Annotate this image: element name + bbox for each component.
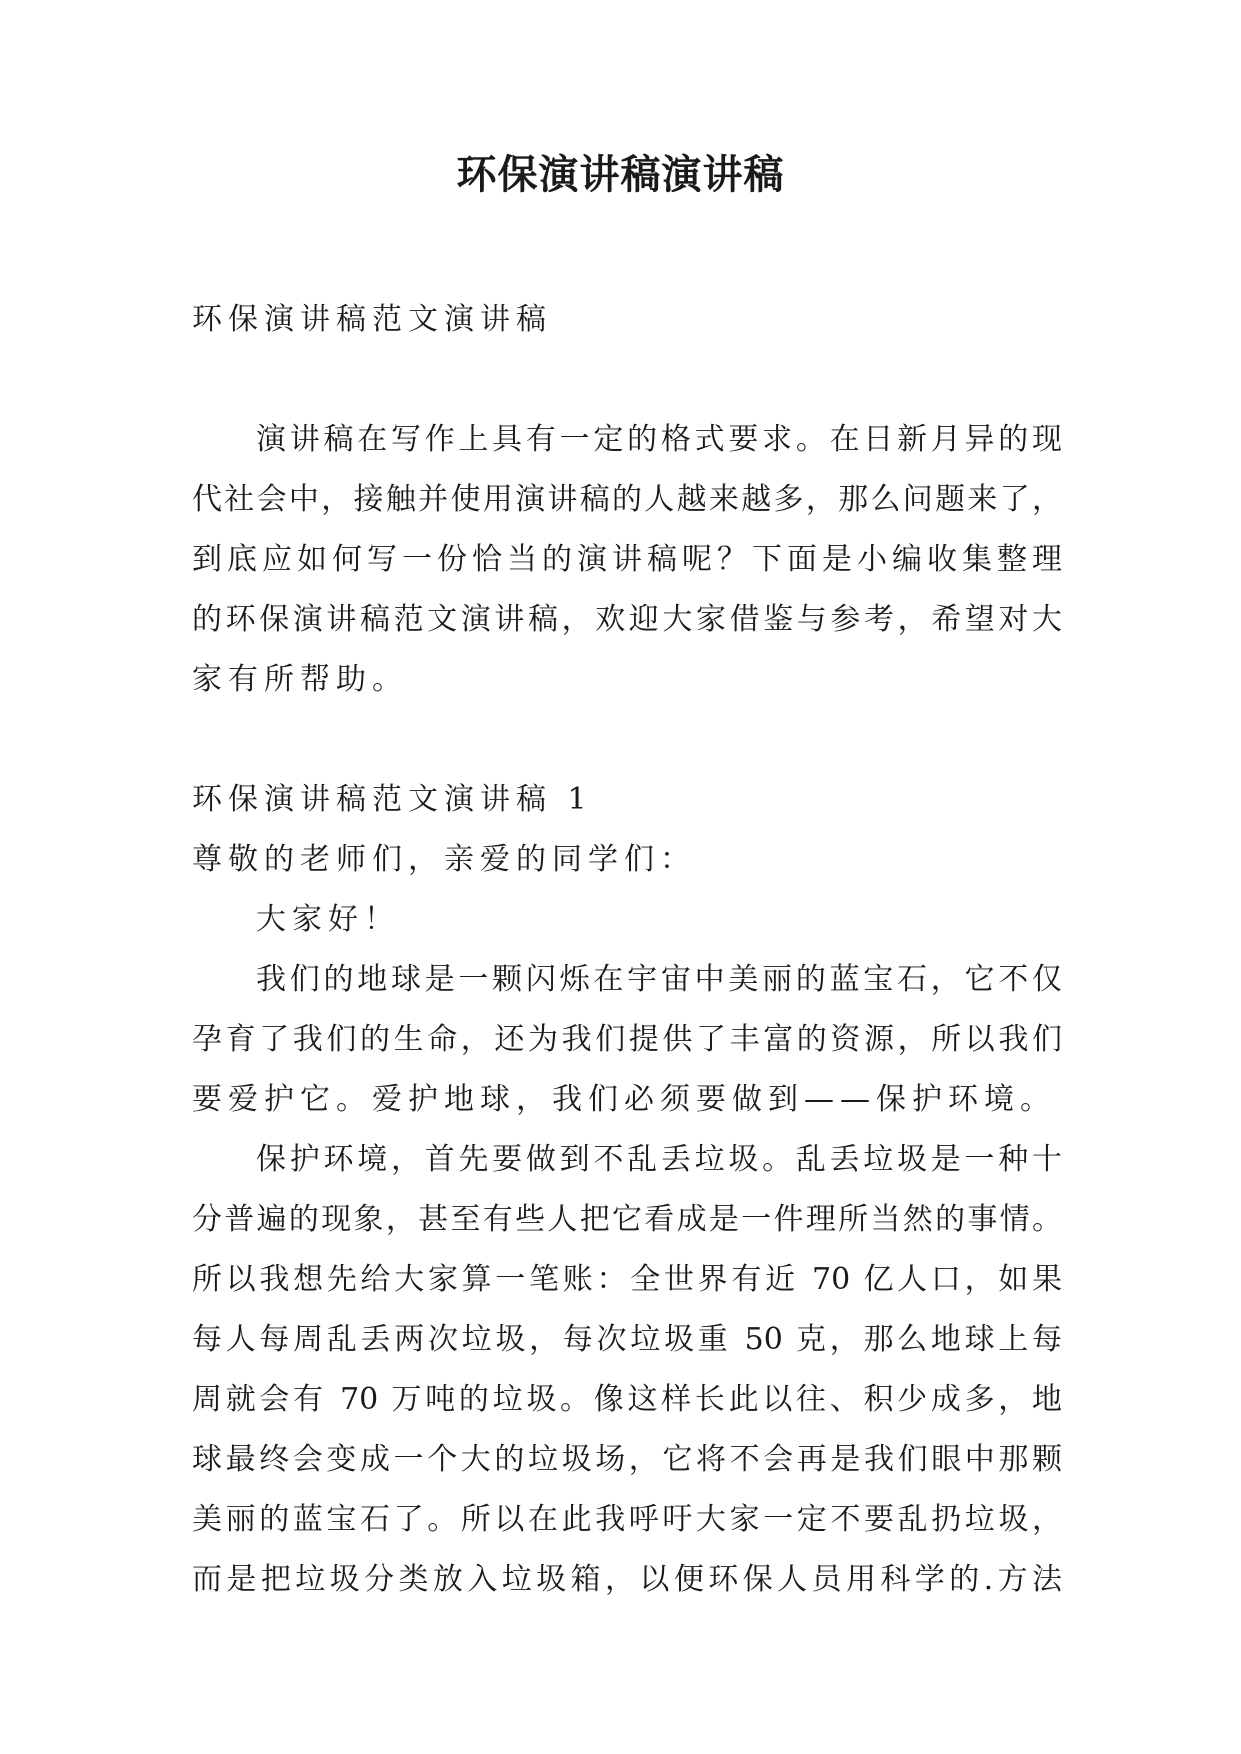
document-body (192, 290, 1062, 1610)
section-heading: 环保演讲稿范文演讲稿 1 (192, 782, 593, 817)
paragraph-line: 而是把垃圾分类放入垃圾箱，以便环保人员用科学的.方法 (192, 1562, 1062, 1597)
paragraph-line: 我们的地球是一颗闪烁在宇宙中美丽的蓝宝石，它不仅 (256, 962, 1062, 997)
document-subtitle: 环保演讲稿范文演讲稿 (192, 302, 552, 337)
document-title: 环保演讲稿演讲稿 (456, 151, 785, 198)
salutation: 尊敬的老师们，亲爱的同学们： (192, 842, 696, 877)
paragraph-line: 保护环境，首先要做到不乱丢垃圾。乱丢垃圾是一种十 (256, 1142, 1062, 1177)
paragraph-line: 分普遍的现象，甚至有些人把它看成是一件理所当然的事情。 (192, 1202, 1062, 1237)
body-paragraph-1 (192, 950, 1062, 1130)
intro-line: 演讲稿在写作上具有一定的格式要求。在日新月异的现 (256, 422, 1062, 457)
blank-line (192, 350, 1062, 410)
paragraph-line: 孕育了我们的生命，还为我们提供了丰富的资源，所以我们 (192, 1022, 1062, 1057)
paragraph-line: 每人每周乱丢两次垃圾，每次垃圾重 50 克，那么地球上每 (192, 1322, 1062, 1357)
blank-line (192, 710, 1062, 770)
greeting: 大家好！ (256, 902, 400, 937)
body-paragraph-2 (192, 1130, 1062, 1610)
intro-line: 的环保演讲稿范文演讲稿，欢迎大家借鉴与参考，希望对大 (192, 602, 1062, 637)
paragraph-line: 美丽的蓝宝石了。所以在此我呼吁大家一定不要乱扔垃圾， (192, 1502, 1062, 1537)
paragraph-line: 所以我想先给大家算一笔账：全世界有近 70 亿人口，如果 (192, 1262, 1062, 1297)
intro-line: 家有所帮助。 (192, 662, 408, 697)
intro-paragraph (192, 410, 1062, 710)
paragraph-line: 周就会有 70 万吨的垃圾。像这样长此以往、积少成多，地 (192, 1382, 1062, 1417)
intro-line: 到底应如何写一份恰当的演讲稿呢？下面是小编收集整理 (192, 542, 1062, 577)
paragraph-line: 要爱护它。爱护地球，我们必须要做到——保护环境。 (192, 1082, 1056, 1117)
paragraph-line: 球最终会变成一个大的垃圾场，它将不会再是我们眼中那颗 (192, 1442, 1062, 1477)
intro-line: 代社会中，接触并使用演讲稿的人越来越多，那么问题来了， (192, 482, 1062, 517)
